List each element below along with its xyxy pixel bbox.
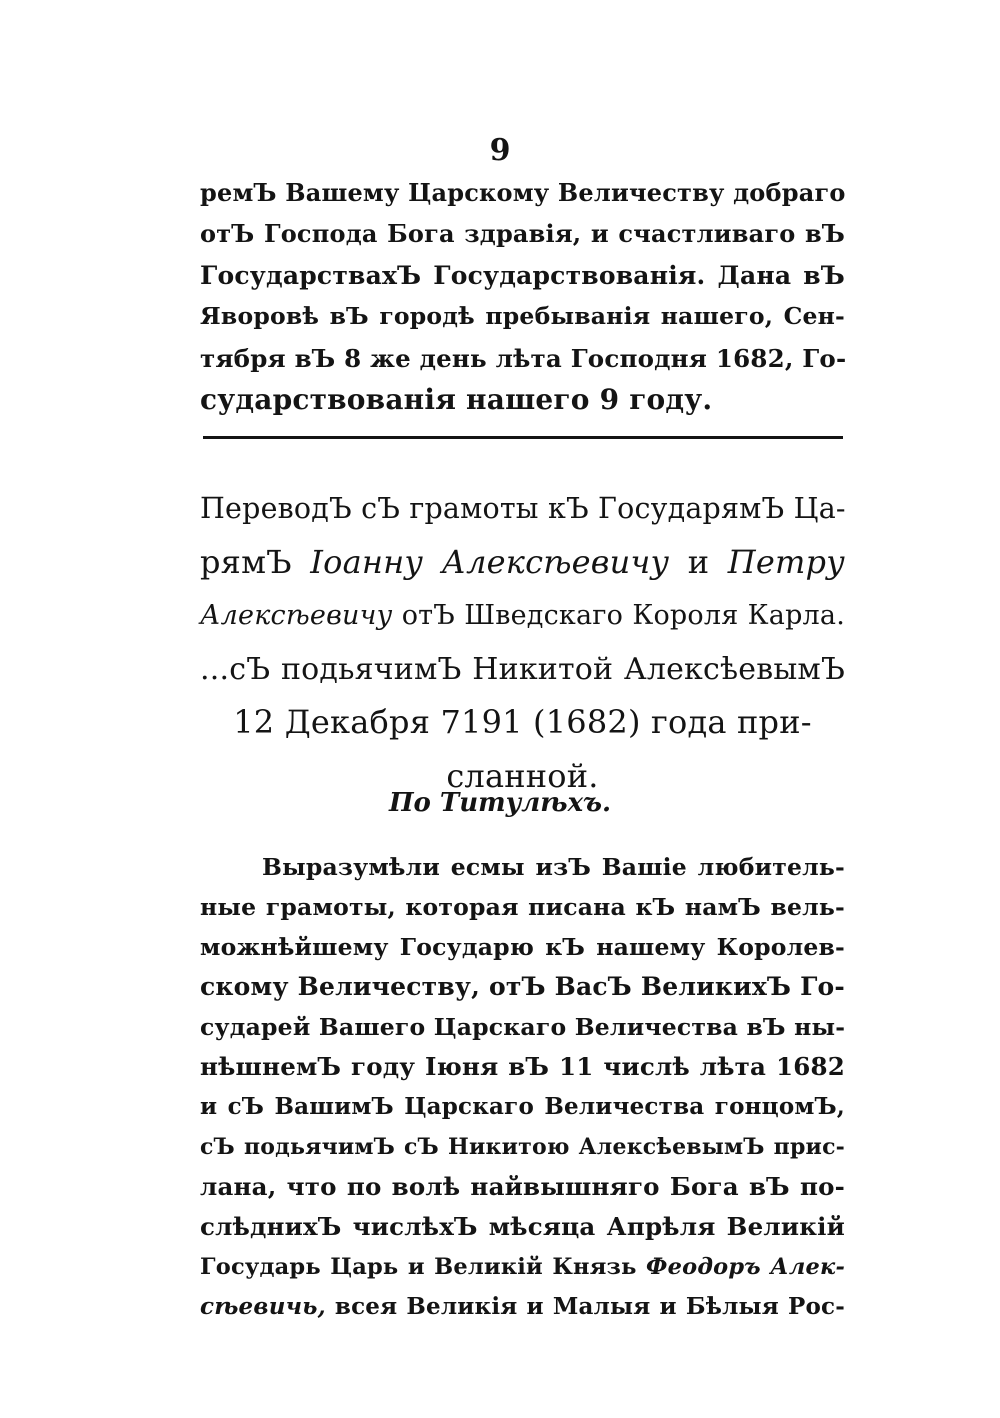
page-number: 9 [489,133,511,168]
heading-word: отЪ Шведскаго Короля Карла. [401,600,845,631]
text-line: сЪ подьячимЪ сЪ Никитою АлексѣевымЪ прис- [200,1134,845,1160]
text-line: ГосударствахЪ Государствованія. Дана вЪ [200,260,845,290]
text-segment: всея Великія и Малыя и Бѣлыя Рос- [334,1293,845,1320]
name-segment: Феодоръ Алек- [646,1254,845,1280]
body-paragraph [200,847,845,1327]
text-line: лана, что по волѣ найвышняго Бога вЪ по- [200,1172,845,1201]
text-line: слѣднихЪ числѣхЪ мѣсяца Апрѣля Великій [200,1212,845,1241]
text-line: тября вЪ 8 же день лѣта Господня 1682, Го- [200,343,847,373]
text-line: Выразумѣли есмы изЪ Вашіе любитель- [262,853,845,881]
section-divider [203,436,843,439]
text-line: и сЪ ВашимЪ Царскаго Величества гонцомЪ, [200,1093,845,1120]
text-line: сударей Вашего Царскаго Величества вЪ ны- [200,1013,846,1041]
heading-line: 12 Декабря 7191 (1682) года при- [233,703,812,741]
text-line: нѣшнемЪ году Іюня вЪ 11 числѣ лѣта 1682 [200,1052,845,1081]
name-segment: сѣевичь, [200,1293,326,1320]
top-paragraph [200,172,845,420]
heading-word: и [687,542,710,581]
heading-line: ...сЪ подьячимЪ Никитой АлексѣевымЪ [200,651,845,687]
heading-line: ПереводЪ сЪ грамоты кЪ ГосударямЪ Ца- [200,492,846,525]
text-line: ремЪ Вашему Царскому Величеству добраго [200,178,846,207]
text-line [200,1247,845,1287]
text-line [200,1287,845,1327]
heading-line: сланной. [446,756,599,795]
text-line: сударствованія нашего 9 году. [200,382,713,416]
text-line: скому Величеству, отЪ ВасЪ ВеликихЪ Го- [200,972,845,1001]
text-line: Яворовѣ вЪ городѣ пребыванія нашего, Сен- [200,302,845,331]
subheading: По Титулѣхъ. [388,788,612,818]
heading-word: рямЪ [200,542,292,581]
heading-line [200,589,845,643]
text-line: ные грамоты, которая писана кЪ намЪ вель- [200,893,845,921]
heading-name: Петру [727,542,845,581]
text-segment: Государь Царь и Великій Князь [200,1254,637,1280]
heading-name: Іоанну Алексѣевичу [310,542,670,581]
document-heading [200,482,845,803]
heading-line [200,536,845,590]
text-line: отЪ Господа Бога здравія, и счастливаго вЪ [200,219,845,249]
heading-name: Алексѣевичу [200,600,393,631]
text-line: можнѣйшему Государю кЪ нашему Королев- [200,933,845,961]
